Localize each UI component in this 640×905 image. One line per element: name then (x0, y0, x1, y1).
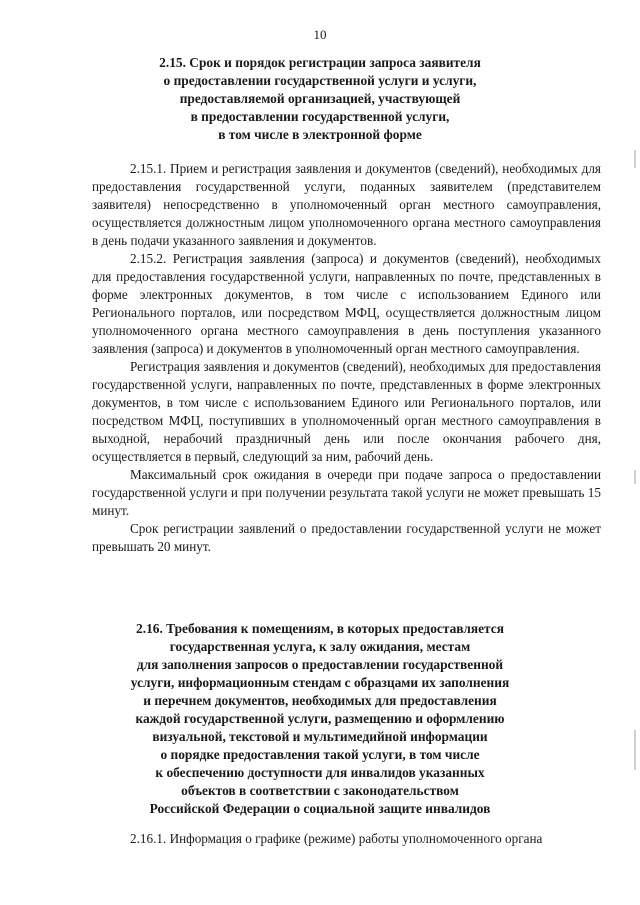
paragraph-2-15-2: 2.15.2. Регистрация заявления (запроса) и документов (сведений), необходимых для предоставления государственной услуги, направленных по почте, представленных в форме электронных документов, в том числе с использованием Единого или Регионального порталов, или посредством МФЦ, осуществляется должностным лицом уполномоченного органа местного самоуправления в день поступления указанного заявления (запроса) и документов в уполномоченный орган местного самоуправления. (92, 251, 601, 356)
section-2-16-heading (110, 620, 530, 818)
heading-line: для заполнения запросов о предоставлении государственной (136, 657, 504, 672)
paragraph-registration-offhours: Регистрация заявления и документов (сведений), необходимых для предоставления государственной услуги, направленных по почте, представленных в форме электронных документов, в том числе с использованием Единого или Регионального порталов, или посредством МФЦ, поступивших в уполномоченный орган местного самоуправления в выходной, нерабочий праздничный день или после окончания рабочего дня, осуществляется в первый, следующий за ним, рабочий день. (92, 359, 601, 464)
section-2-15-body (92, 160, 601, 556)
section-2-15-heading (110, 54, 530, 144)
heading-line: о порядке предоставления такой услуги, в том числе (160, 747, 480, 762)
paragraph-2-15-1: 2.15.1. Прием и регистрация заявления и документов (сведений), необходимых для предоставления государственной услуги, поданных заявителем (представителем заявителя) непосредственно в уполномоченный орган местного самоуправления, осуществляется должностным лицом уполномоченного органа местного самоуправления в день подачи указанного заявления и документов. (92, 161, 601, 248)
heading-line: Российской Федерации о социальной защите инвалидов (149, 801, 491, 816)
section-2-16-body (92, 830, 601, 848)
heading-line: 2.16. Требования к помещениям, в которых предоставляется (136, 621, 504, 636)
heading-line: предоставляемой организацией, участвующей (179, 91, 461, 106)
paragraph-queue-wait-time: Максимальный срок ожидания в очереди при подаче запроса о предоставлении государственной услуги и при получении результата такой услуги не может превышать 15 минут. (92, 467, 601, 518)
scan-edge-mark (634, 150, 636, 168)
paragraph-registration-time: Срок регистрации заявлений о предоставлении государственной услуги не может превышать 20 минут. (92, 521, 601, 554)
heading-line: и перечнем документов, необходимых для предоставления (143, 693, 497, 708)
heading-line: в том числе в электронной форме (218, 127, 422, 142)
heading-line: каждой государственной услуги, размещению и оформлению (135, 711, 505, 726)
heading-line: 2.15. Срок и порядок регистрации запроса заявителя (159, 55, 481, 70)
scan-edge-mark (634, 470, 636, 484)
heading-line: к обеспечению доступности для инвалидов указанных (155, 765, 485, 780)
page-number: 10 (313, 27, 327, 42)
heading-line: услуги, информационным стендам с образцами их заполнения (130, 675, 510, 690)
heading-line: в предоставлении государственной услуги, (190, 109, 450, 124)
heading-line: визуальной, текстовой и мультимедийной информации (152, 729, 488, 744)
scan-edge-mark (634, 730, 636, 770)
heading-line: объектов в соответствии с законодательством (181, 783, 459, 798)
heading-line: государственная услуга, к залу ожидания, местам (169, 639, 471, 654)
heading-line: о предоставлении государственной услуги и услуги, (163, 73, 477, 88)
paragraph-2-16-1: 2.16.1. Информация о графике (режиме) работы уполномоченного органа (130, 831, 543, 846)
